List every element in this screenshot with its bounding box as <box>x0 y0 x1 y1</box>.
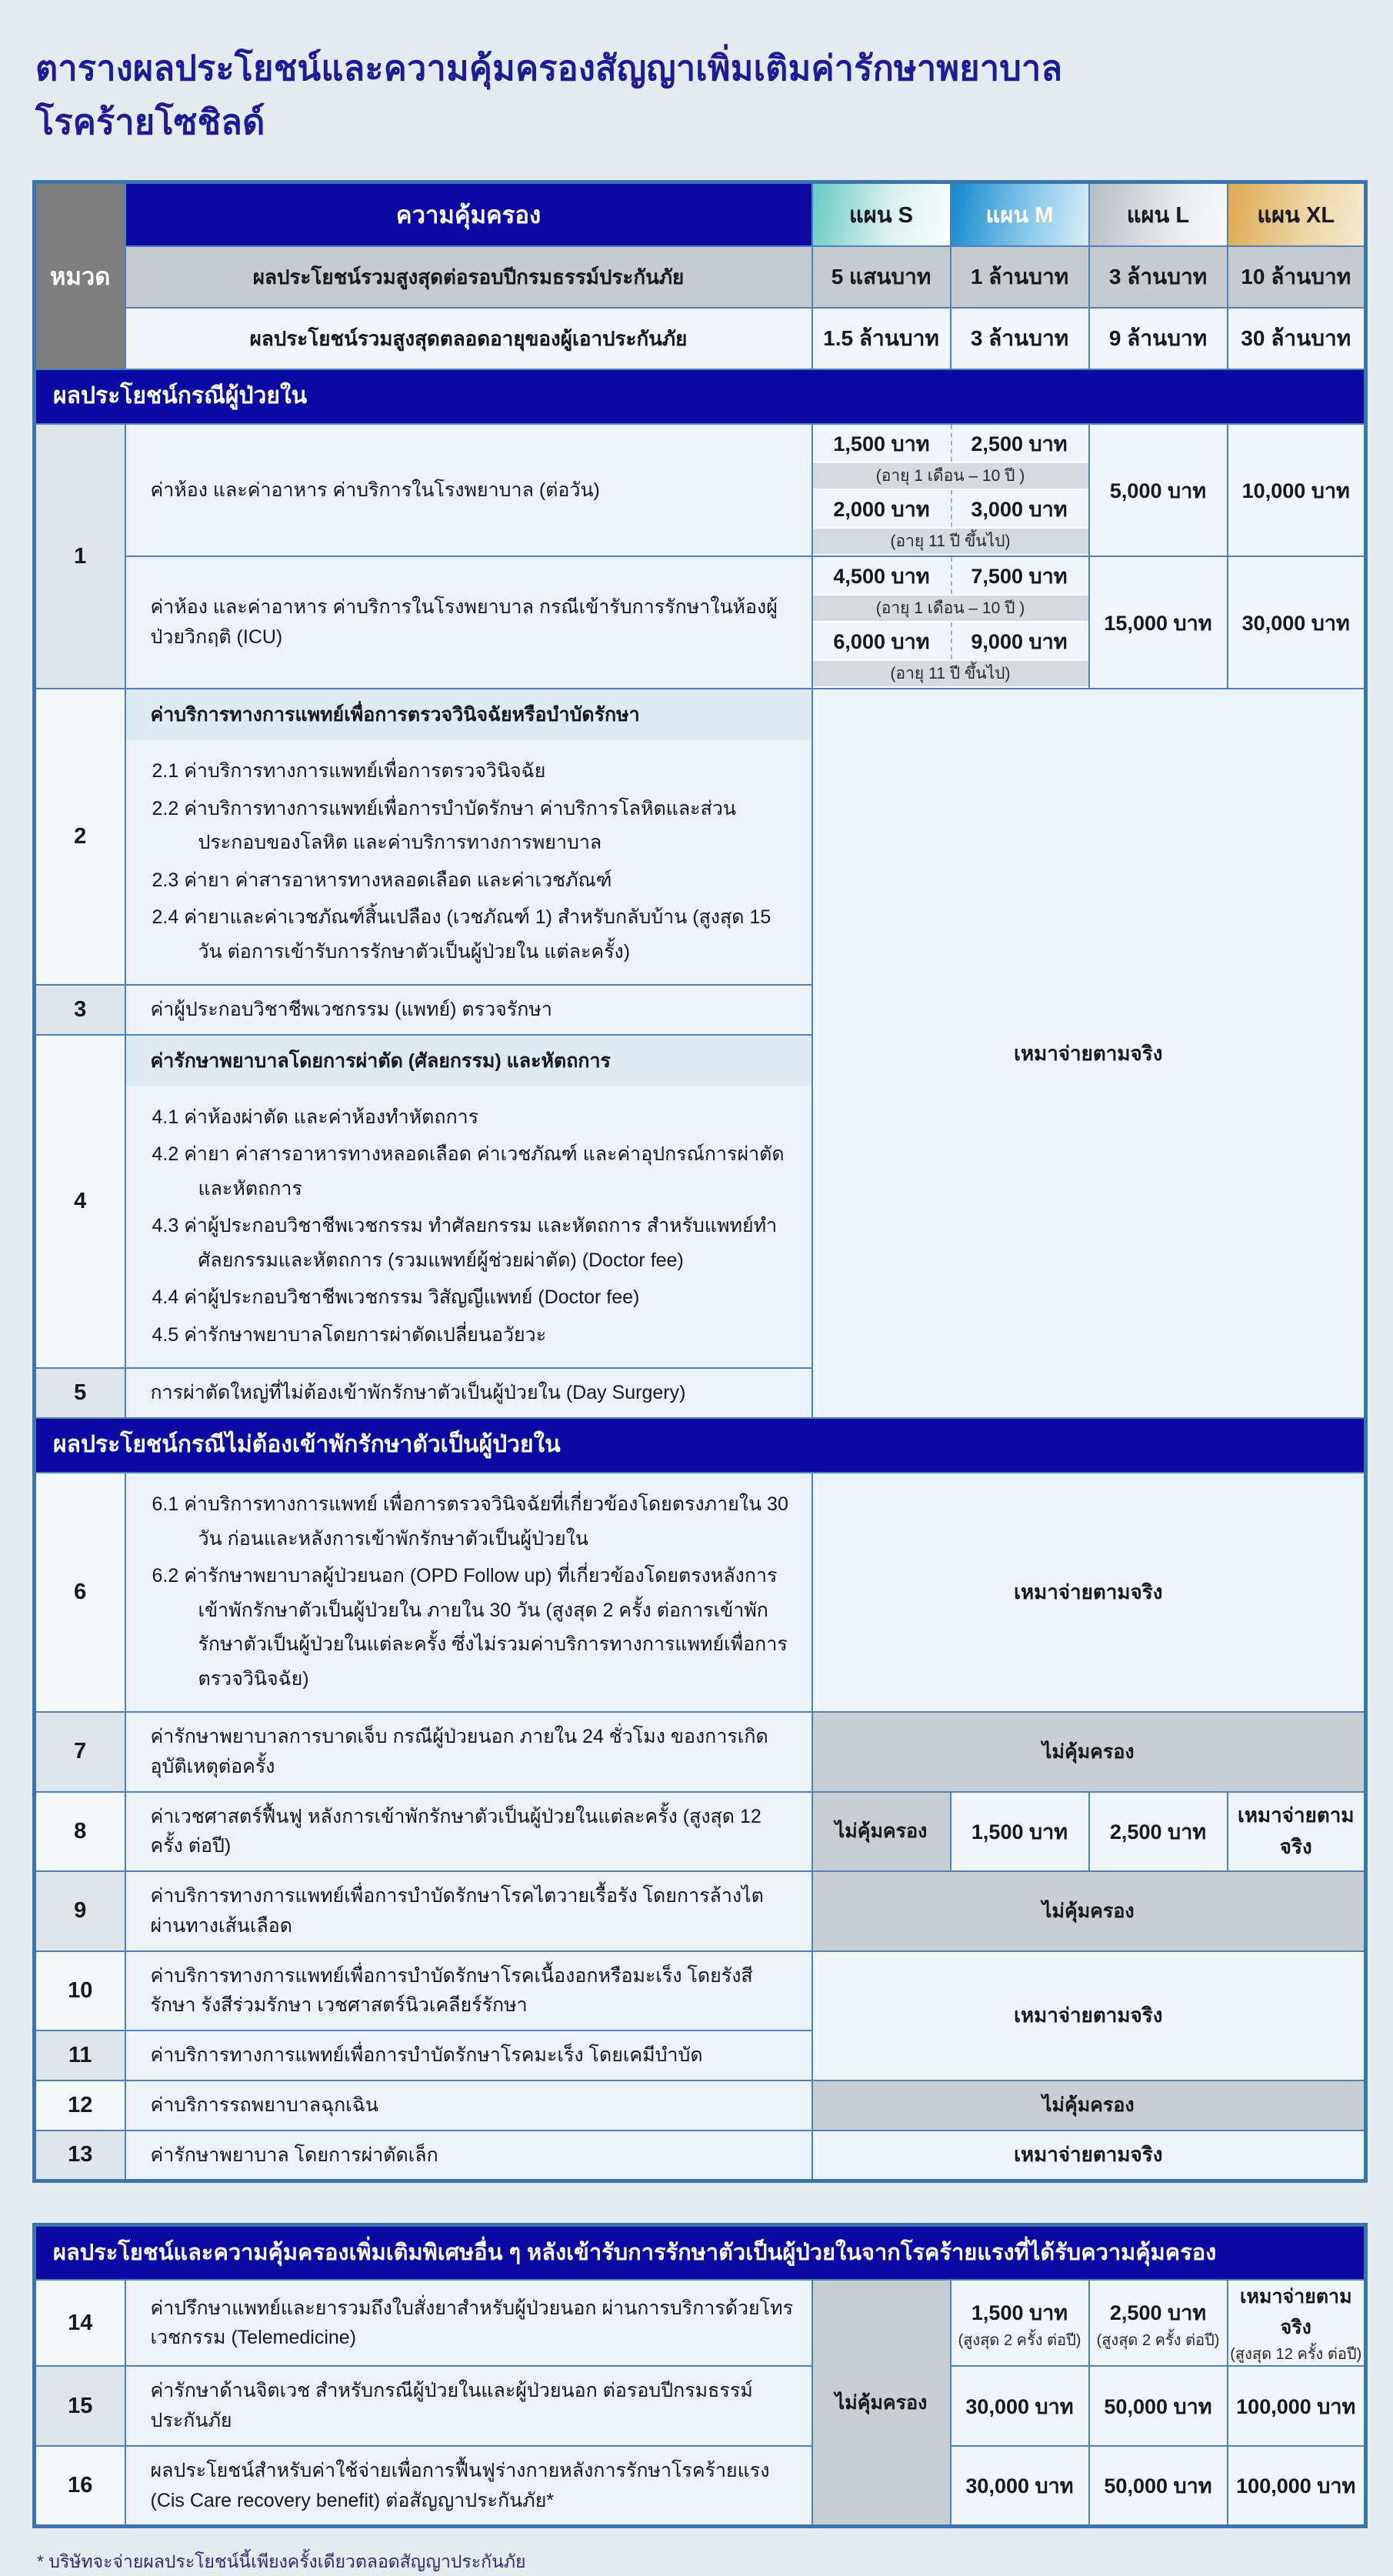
plan-header-m: แผน M <box>951 182 1089 246</box>
plan-s-value: 6,000 บาท <box>833 629 930 653</box>
as-charged-merged-value: เหมาจ่ายตามจริง <box>812 689 1366 1418</box>
table-row <box>35 1712 1366 1792</box>
benefit-sub-item: 2.4 ค่ายาและค่าเวชภัณฑ์สิ้นเปลือง (เวชภัณฑ์ 1) สำหรับกลับบ้าน (สูงสุด 15 วัน ต่อการเข้ารับการรักษาตัวเป็นผู้ป่วยใน แต่ละครั้ง) <box>152 906 771 963</box>
row-number: 2 <box>35 689 125 985</box>
benefit-sub-item: 2.3 ค่ายา ค่าสารอาหารทางหลอดเลือด และค่าเวชภัณฑ์ <box>152 869 612 891</box>
benefit-label: ค่ารักษาพยาบาลการบาดเจ็บ กรณีผู้ป่วยนอก ภายใน 24 ชั่วโมง ของการเกิดอุบัติเหตุต่อครั้ง <box>125 1712 812 1792</box>
row-number: 7 <box>35 1712 125 1792</box>
plan-l-value: 5,000 บาท <box>1089 424 1228 556</box>
table-gap <box>32 2183 1362 2223</box>
max-per-year-s: 5 แสนบาท <box>812 246 951 308</box>
table-row <box>35 2366 1366 2446</box>
row-number: 9 <box>35 1871 125 1951</box>
value-note: (สูงสุด 2 ครั้ง ต่อปี) <box>958 2331 1081 2349</box>
row-number: 1 <box>35 424 125 689</box>
benefit-sub-items <box>126 1086 811 1368</box>
max-lifetime-s: 1.5 ล้านบาท <box>812 308 951 369</box>
row-number: 8 <box>35 1792 125 1872</box>
max-per-year-row <box>35 246 1366 308</box>
row-number: 5 <box>35 1368 125 1418</box>
row-number: 11 <box>35 2030 125 2080</box>
benefit-label: การผ่าตัดใหญ่ที่ไม่ต้องเข้าพักรักษาตัวเป็นผู้ป่วยใน (Day Surgery) <box>125 1368 812 1418</box>
plan-s-value: ไม่คุ้มครอง <box>812 1792 951 1872</box>
plan-m-value: 30,000 บาท <box>951 2446 1089 2527</box>
not-covered-value: ไม่คุ้มครอง <box>812 1712 1366 1792</box>
max-per-year-xl: 10 ล้านบาท <box>1228 246 1366 308</box>
max-per-year-m: 1 ล้านบาท <box>951 246 1089 308</box>
plan-m-value: 3,000 บาท <box>971 497 1068 521</box>
plan-header-l: แผน L <box>1089 182 1228 246</box>
table-row <box>35 1951 1366 2031</box>
benefit-sub-item: 4.3 ค่าผู้ประกอบวิชาชีพเวชกรรม ทำศัลยกรรม และหัตถการ สำหรับแพทย์ทำศัลยกรรมและหัตถการ (รวมแพทย์ผู้ช่วยผ่าตัด) (Doctor fee) <box>152 1215 778 1271</box>
section-header-opd <box>35 1418 1366 1473</box>
benefit-label: ค่าปรึกษาแพทย์และยารวมถึงใบสั่งยาสำหรับผู้ป่วยนอก ผ่านการบริการด้วยโทรเวชกรรม (Telemedicine) <box>125 2280 812 2366</box>
plan-s-value: 4,500 บาท <box>833 564 930 588</box>
plan-s-not-covered: ไม่คุ้มครอง <box>812 2280 951 2527</box>
sm-subgrid <box>813 557 1088 688</box>
benefit-label: ค่าบริการทางการแพทย์เพื่อการบำบัดรักษาโรคไตวายเรื้อรัง โดยการล้างไตผ่านทางเส้นเลือด <box>125 1871 812 1951</box>
plan-l-value: 50,000 บาท <box>1089 2446 1228 2527</box>
benefit-label-group <box>125 689 812 985</box>
benefit-label-group <box>125 1035 812 1369</box>
benefit-group-header: ค่าบริการทางการแพทย์เพื่อการตรวจวินิจฉัยหรือบำบัดรักษา <box>126 689 811 740</box>
section-header-ipd <box>35 369 1366 424</box>
benefit-label: ค่าห้อง และค่าอาหาร ค่าบริการในโรงพยาบาล กรณีเข้ารับการรักษาในห้องผู้ป่วยวิกฤติ (ICU) <box>125 556 812 689</box>
table-row <box>35 2280 1366 2366</box>
benefit-sub-items <box>126 740 811 984</box>
row-number: 15 <box>35 2366 125 2446</box>
table-row <box>35 689 1366 985</box>
max-lifetime-m: 3 ล้านบาท <box>951 308 1089 369</box>
row-number: 12 <box>35 2080 125 2131</box>
table-row <box>35 1473 1366 1712</box>
plan-s-value: 2,000 บาท <box>833 497 930 521</box>
table-row <box>35 2080 1366 2131</box>
plan-xl-value: 100,000 บาท <box>1228 2446 1366 2527</box>
benefit-label: ค่าบริการทางการแพทย์เพื่อการบำบัดรักษาโรคมะเร็ง โดยเคมีบำบัด <box>125 2030 812 2080</box>
benefit-label: ค่าบริการรถพยาบาลฉุกเฉิน <box>125 2080 812 2131</box>
sm-subgrid <box>813 425 1088 556</box>
age-band-note: (อายุ 1 เดือน – 10 ปี ) <box>813 462 1088 490</box>
sm-money-row <box>813 557 1088 594</box>
plan-xl-value: เหมาจ่ายตามจริง <box>1228 1792 1366 1872</box>
max-per-year-l: 3 ล้านบาท <box>1089 246 1228 308</box>
page-title-line2: โรคร้ายโซชิลด์ <box>35 102 265 142</box>
plan-l-value: 50,000 บาท <box>1089 2366 1228 2446</box>
plan-xl-value: 10,000 บาท <box>1228 424 1366 556</box>
section-title-extra: ผลประโยชน์และความคุ้มครองเพิ่มเติมพิเศษอื่น ๆ หลังเข้ารับการรักษาตัวเป็นผู้ป่วยในจากโรคร้ายแรงที่ได้รับความคุ้มครอง <box>35 2225 1366 2281</box>
plan-s-value: 1,500 บาท <box>833 432 930 455</box>
value-amount: 1,500 บาท <box>971 2301 1068 2324</box>
value-amount: เหมาจ่ายตามจริง <box>1239 2286 1352 2339</box>
benefit-label-group <box>125 1473 812 1712</box>
plan-l-value <box>1089 2280 1228 2366</box>
page-title <box>35 42 1362 149</box>
as-charged-merged-value: เหมาจ่ายตามจริง <box>812 1951 1366 2080</box>
table-header-row <box>35 182 1366 246</box>
as-charged-value: เหมาจ่ายตามจริง <box>812 2131 1366 2181</box>
benefit-sub-item: 2.1 ค่าบริการทางการแพทย์เพื่อการตรวจวินิจฉัย <box>152 760 546 782</box>
age-band-note: (อายุ 11 ปี ขึ้นไป) <box>813 659 1088 688</box>
row-number: 13 <box>35 2131 125 2181</box>
as-charged-value: เหมาจ่ายตามจริง <box>812 1473 1366 1712</box>
sm-money-row <box>813 622 1088 659</box>
icu-sm-values <box>812 556 1089 689</box>
benefit-sub-item: 6.2 ค่ารักษาพยาบาลผู้ป่วยนอก (OPD Follow up) ที่เกี่ยวข้องโดยตรงหลังการเข้าพักรักษาตัวเป็นผู้ป่วยใน ภายใน 30 วัน (สูงสุด 2 ครั้ง ต่อการเข้าพักรักษาตัวเป็นผู้ป่วยในแต่ละครั้ง ซึ่งไม่รวมค่าบริการทางการแพทย์เพื่อการตรวจวินิจฉัย) <box>152 1565 788 1690</box>
row-number: 10 <box>35 1951 125 2031</box>
section-header-extra <box>35 2225 1366 2281</box>
benefit-sub-items <box>126 1473 811 1711</box>
benefit-sub-item: 6.1 ค่าบริการทางการแพทย์ เพื่อการตรวจวินิจฉัยที่เกี่ยวข้องโดยตรงภายใน 30 วัน ก่อนและหลังการเข้าพักรักษาตัวเป็นผู้ป่วยใน <box>152 1493 788 1550</box>
room-board-sm-values <box>812 424 1089 556</box>
table-row <box>35 1871 1366 1951</box>
max-lifetime-label: ผลประโยชน์รวมสูงสุดตลอดอายุของผู้เอาประกันภัย <box>125 308 812 369</box>
plan-m-value: 30,000 บาท <box>951 2366 1089 2446</box>
table-row <box>35 556 1366 689</box>
table-row <box>35 2131 1366 2181</box>
plan-m-value: 7,500 บาท <box>971 564 1068 588</box>
row-number: 16 <box>35 2446 125 2527</box>
max-lifetime-l: 9 ล้านบาท <box>1089 308 1228 369</box>
max-lifetime-xl: 30 ล้านบาท <box>1228 308 1366 369</box>
plan-xl-value <box>1228 2280 1366 2366</box>
row-number: 14 <box>35 2280 125 2366</box>
benefit-label: ค่าเวชศาสตร์ฟื้นฟู หลังการเข้าพักรักษาตัวเป็นผู้ป่วยในแต่ละครั้ง (สูงสุด 12 ครั้ง ต่อปี) <box>125 1792 812 1872</box>
benefit-sub-item: 4.2 ค่ายา ค่าสารอาหารทางหลอดเลือด ค่าเวชภัณฑ์ และค่าอุปกรณ์การผ่าตัด และหัตถการ <box>152 1143 785 1200</box>
not-covered-value: ไม่คุ้มครอง <box>812 1871 1366 1951</box>
section-title-ipd: ผลประโยชน์กรณีผู้ป่วยใน <box>35 369 1366 424</box>
benefit-label: ค่าบริการทางการแพทย์เพื่อการบำบัดรักษาโรคเนื้องอกหรือมะเร็ง โดยรังสีรักษา รังสีร่วมรักษา เวชศาสตร์นิวเคลียร์รักษา <box>125 1951 812 2031</box>
extra-benefits-table <box>32 2223 1368 2528</box>
value-note: (สูงสุด 2 ครั้ง ต่อปี) <box>1096 2331 1220 2349</box>
benefit-label: ค่าผู้ประกอบวิชาชีพเวชกรรม (แพทย์) ตรวจรักษา <box>125 985 812 1035</box>
sm-money-row <box>813 490 1088 527</box>
category-header: หมวด <box>35 182 125 369</box>
plan-xl-value: 30,000 บาท <box>1228 556 1366 689</box>
table-row <box>35 424 1366 556</box>
plan-m-value: 9,000 บาท <box>971 629 1068 653</box>
plan-header-s: แผน S <box>812 182 951 246</box>
plan-xl-value: 100,000 บาท <box>1228 2366 1366 2446</box>
row-number: 6 <box>35 1473 125 1712</box>
plan-header-xl: แผน XL <box>1228 182 1366 246</box>
benefit-sub-item: 4.1 ค่าห้องผ่าตัด และค่าห้องทำหัตถการ <box>152 1106 479 1128</box>
plan-m-value: 1,500 บาท <box>951 1792 1089 1872</box>
benefit-group-header: ค่ารักษาพยาบาลโดยการผ่าตัด (ศัลยกรรม) และหัตถการ <box>126 1036 811 1086</box>
age-band-note: (อายุ 1 เดือน – 10 ปี ) <box>813 594 1088 622</box>
table-row <box>35 1792 1366 1872</box>
benefit-sub-item: 4.4 ค่าผู้ประกอบวิชาชีพเวชกรรม วิสัญญีแพทย์ (Doctor fee) <box>152 1286 640 1309</box>
benefit-label: ผลประโยชน์สำหรับค่าใช้จ่ายเพื่อการฟื้นฟูร่างกายหลังการรักษาโรคร้ายแรง (Cis Care recovery benefit) ต่อสัญญาประกันภัย* <box>125 2446 812 2527</box>
plan-l-value: 2,500 บาท <box>1089 1792 1228 1872</box>
table-row <box>35 2446 1366 2527</box>
benefit-label: ค่าห้อง และค่าอาหาร ค่าบริการในโรงพยาบาล (ต่อวัน) <box>125 424 812 556</box>
max-per-year-label: ผลประโยชน์รวมสูงสุดต่อรอบปีกรมธรรม์ประกันภัย <box>125 246 812 308</box>
benefit-sub-item: 4.5 ค่ารักษาพยาบาลโดยการผ่าตัดเปลี่ยนอวัยวะ <box>152 1323 547 1346</box>
row-number: 3 <box>35 985 125 1035</box>
max-lifetime-row <box>35 308 1366 369</box>
benefit-label: ค่ารักษาพยาบาล โดยการผ่าตัดเล็ก <box>125 2131 812 2181</box>
age-band-note: (อายุ 11 ปี ขึ้นไป) <box>813 527 1088 556</box>
not-covered-value: ไม่คุ้มครอง <box>812 2080 1366 2131</box>
footnote: * บริษัทจะจ่ายผลประโยชน์นี้เพียงครั้งเดียวตลอดสัญญาประกันภัย <box>37 2551 526 2572</box>
benefit-sub-item: 2.2 ค่าบริการทางการแพทย์เพื่อการบำบัดรักษา ค่าบริการโลหิตและส่วนประกอบของโลหิต และค่าบริการทางการพยาบาล <box>152 797 736 853</box>
sm-money-row <box>813 425 1088 462</box>
section-title-opd: ผลประโยชน์กรณีไม่ต้องเข้าพักรักษาตัวเป็นผู้ป่วยใน <box>35 1418 1366 1473</box>
benefit-label: ค่ารักษาด้านจิตเวช สำหรับกรณีผู้ป่วยในและผู้ป่วยนอก ต่อรอบปีกรมธรรม์ประกันภัย <box>125 2366 812 2446</box>
row-number: 4 <box>35 1035 125 1369</box>
coverage-header: ความคุ้มครอง <box>125 182 812 246</box>
value-amount: 2,500 บาท <box>1109 2301 1207 2324</box>
value-note: (สูงสุด 12 ครั้ง ต่อปี) <box>1230 2346 1362 2364</box>
benefits-table <box>32 180 1368 2184</box>
plan-l-value: 15,000 บาท <box>1089 556 1228 689</box>
plan-m-value: 2,500 บาท <box>971 432 1068 455</box>
page-title-line1: ตารางผลประโยชน์และความคุ้มครองสัญญาเพิ่มเติมค่ารักษาพยาบาล <box>35 48 1063 88</box>
plan-m-value <box>951 2280 1089 2366</box>
